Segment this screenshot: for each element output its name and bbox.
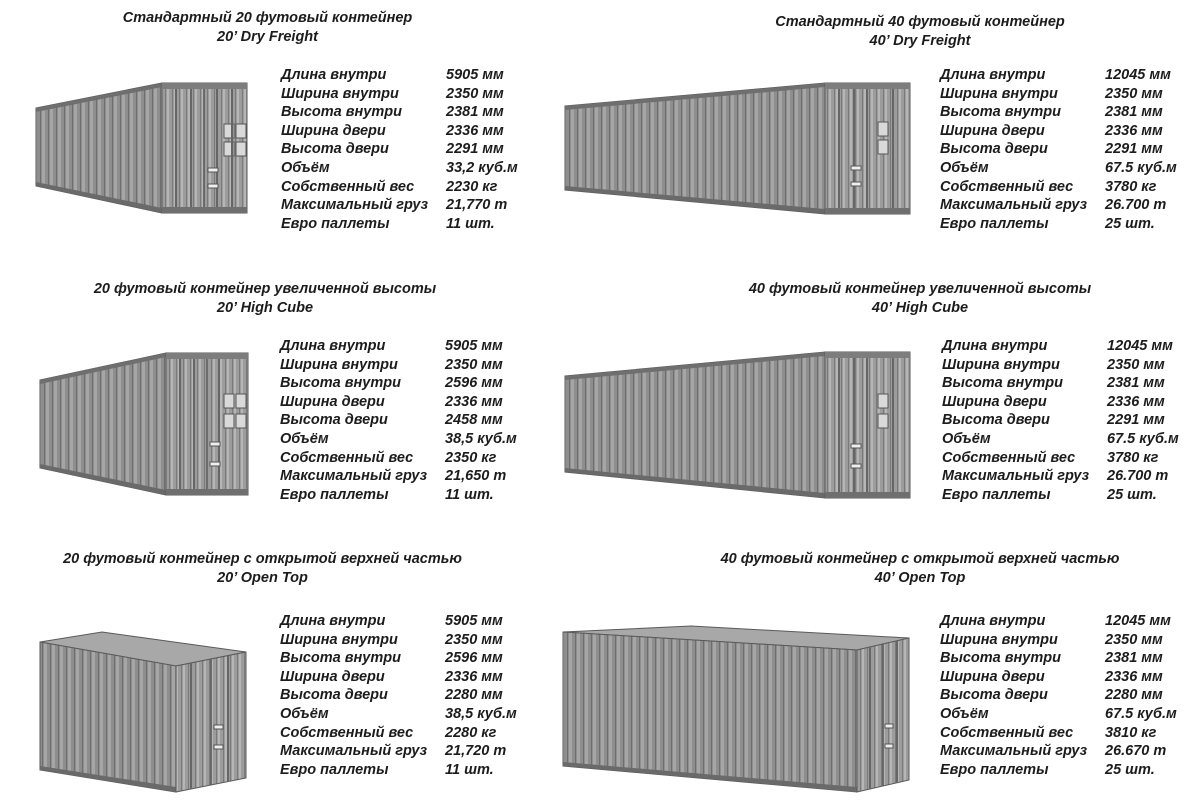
spec-list [281,66,531,233]
title-ru: 40 футовый контейнер с открытой верхней частью [720,551,1120,567]
spec-row: Собственный вес 2280 кг [280,724,497,741]
spec-row: Объём 38,5 куб.м [280,430,517,447]
spec-row: Евро паллеты 11 шт. [281,215,495,232]
spec-row: Евро паллеты 11 шт. [280,486,494,503]
spec-row: Объём 38,5 куб.м [280,705,517,722]
spec-row: Длина внутри 12045 мм [940,613,1171,629]
spec-row: Высота внутри 2381 мм [940,650,1163,667]
container-title [690,550,1150,588]
spec-row: Длина внутри 5905 мм [281,67,504,83]
container-title [730,13,1110,51]
container-20ft-icon [34,78,254,223]
spec-row: Ширина двери 2336 мм [280,668,503,685]
spec-row: Евро паллеты 25 шт. [942,486,1157,503]
spec-row: Ширина внутри 2350 мм [281,85,504,102]
spec-row: Длина внутри 12045 мм [940,67,1171,83]
spec-row: Объём 33,2 куб.м [281,159,518,176]
title-ru: Стандартный 20 футовый контейнер [122,10,413,26]
spec-row: Евро паллеты 25 шт. [940,761,1155,778]
spec-row: Ширина внутри 2350 мм [940,85,1163,102]
spec-list [940,66,1180,233]
spec-row: Ширина внутри 2350 мм [280,631,503,648]
spec-row: Максимальный груз 26.670 т [940,743,1167,760]
title-ru: 20 футовый контейнер увеличенной высоты [93,281,437,297]
spec-row: Высота двери 2280 мм [280,687,503,704]
spec-row: Высота двери 2291 мм [281,141,504,158]
spec-row: Объём 67.5 куб.м [942,430,1179,447]
container-20ft-open-top-icon [36,630,251,795]
container-40ft-high-cube-icon [563,350,918,502]
spec-row: Евро паллеты 25 шт. [940,215,1155,232]
container-title [40,550,485,588]
spec-row: Собственный вес 2230 кг [281,178,498,195]
spec-row: Длина внутри 5905 мм [280,613,503,629]
spec-row: Ширина внутри 2350 мм [942,356,1165,373]
spec-row: Высота двери 2458 мм [280,412,503,429]
container-title [720,280,1120,318]
container-title [80,9,455,47]
spec-list [940,612,1185,779]
spec-list [942,337,1187,504]
spec-row: Ширина двери 2336 мм [940,668,1163,685]
spec-list [280,337,530,504]
container-40ft-icon [563,80,918,220]
title-en: 40’ High Cube [871,300,969,316]
spec-row: Высота внутри 2381 мм [281,104,504,121]
spec-row: Высота внутри 2381 мм [940,104,1163,121]
spec-row: Ширина двери 2336 мм [942,393,1165,410]
spec-row: Высота внутри 2596 мм [280,375,503,392]
spec-row: Объём 67.5 куб.м [940,705,1177,722]
spec-row: Высота внутри 2596 мм [280,650,503,667]
title-en: 20’ Open Top [217,570,308,586]
spec-row: Высота двери 2291 мм [940,141,1163,158]
title-en: 40’ Open Top [874,570,966,586]
title-ru: 40 футовый контейнер увеличенной высоты [748,281,1092,297]
spec-row: Объём 67.5 куб.м [940,159,1177,176]
title-en: 20’ Dry Freight [217,29,318,45]
spec-row: Ширина двери 2336 мм [280,393,503,410]
title-ru: 20 футовый контейнер с открытой верхней частью [63,551,462,567]
container-20ft-high-cube-icon [38,350,253,498]
spec-row: Максимальный груз 21,720 т [280,743,507,760]
title-en: 20’ High Cube [216,300,314,316]
spec-row: Евро паллеты 11 шт. [280,761,494,778]
spec-row: Высота внутри 2381 мм [942,375,1165,392]
spec-row: Длина внутри 5905 мм [280,338,503,354]
spec-list [280,612,530,779]
container-40ft-open-top-icon [561,624,916,796]
container-title [70,280,460,318]
spec-row: Высота двери 2291 мм [942,412,1165,429]
spec-row: Ширина внутри 2350 мм [940,631,1163,648]
spec-row: Максимальный груз 26.700 т [940,197,1167,214]
title-en: 40’ Dry Freight [869,33,971,49]
spec-row: Ширина внутри 2350 мм [280,356,503,373]
title-ru: Стандартный 40 футовый контейнер [775,14,1065,30]
spec-row: Ширина двери 2336 мм [940,122,1163,139]
spec-row: Максимальный груз 26.700 т [942,468,1169,485]
spec-row: Собственный вес 3780 кг [942,449,1159,466]
spec-row: Максимальный груз 21,650 т [280,468,507,485]
spec-row: Высота двери 2280 мм [940,687,1163,704]
spec-row: Собственный вес 2350 кг [280,449,497,466]
spec-row: Собственный вес 3780 кг [940,178,1157,195]
spec-row: Максимальный груз 21,770 т [281,197,508,214]
spec-row: Ширина двери 2336 мм [281,122,504,139]
spec-row: Собственный вес 3810 кг [940,724,1157,741]
spec-row: Длина внутри 12045 мм [942,338,1173,354]
